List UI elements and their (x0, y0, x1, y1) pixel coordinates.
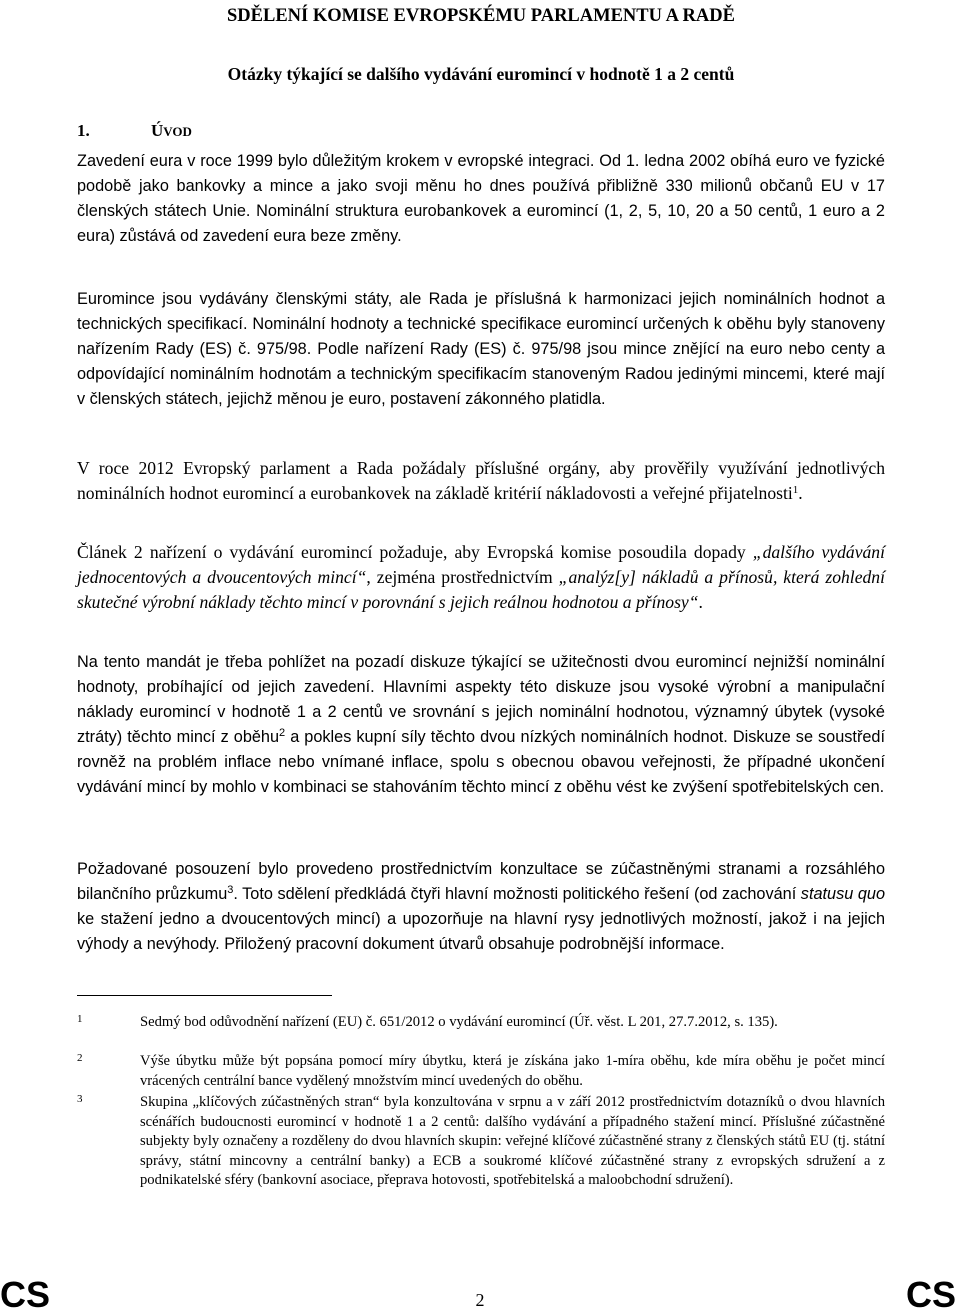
footnote-3 (77, 1093, 885, 1191)
footnote-number: 2 (77, 1052, 83, 1064)
page-number: 2 (475, 1290, 485, 1310)
paragraph-parliament-request: V roce 2012 Evropský parlament a Rada požádaly příslušné orgány, aby prověřily využívání jednotlivých nominálních hodnot euromincí a eurobankovek na základě kritérií nákladovosti a veřejné přijatelnosti$^1$. (77, 458, 885, 503)
paragraph-intro: Zavedení eura v roce 1999 bylo důležitým krokem v evropské integraci. Od 1. ledna 2002 obíhá euro ve fyzické podobě jako bankovky a mince a jako svoji měnu ho dnes používá přibližně 330 milionů občanů EU v 17 členských státech Unie. Nominální struktura eurobankovek a euromincí (1, 2, 5, 10, 20 a 50 centů, 1 euro a 2 eura) zůstává od zavedení eura beze změny. (77, 152, 885, 245)
section-number: 1. (77, 121, 90, 140)
footnote-ref-2[interactable]: 2 (279, 727, 286, 739)
document-subtitle: Otázky týkající se dalšího vydávání euromincí v hodnotě 1 a 2 centů (227, 64, 735, 84)
section-title: ÚVOD (151, 121, 192, 140)
status-quo-term: statusu quo (800, 885, 886, 903)
footnote-text: Výše úbytku může být popsána pomocí míry úbytku, která je získána jako 1-míra oběhu, kde míra oběhu je počet mincí vrácených centrální bance vydělený množstvím mincí uvedených do oběhu. (140, 1053, 885, 1089)
paragraph-assessment: Požadované posouzení bylo provedeno prostřednictvím konzultace se zúčastněnými stranami a rozsáhlého bilančního průzkumu$^3$. Toto sdělení předkládá čtyři hlavní možnosti politického řešení (od zachování statusu quo ke stažení jedno a dvoucentových mincí) a upozorňuje na hlavní rysy jednotlivých možností, jakož i na jejich výhody a nevýhody. Přiložený pracovní dokument útvarů obsahuje podrobnější informace. (77, 860, 886, 953)
footnote-number: 1 (77, 1013, 83, 1025)
language-code-left: CS (0, 1274, 51, 1315)
footnote-number: 3 (77, 1093, 83, 1105)
document-title: SDĚLENÍ KOMISE EVROPSKÉMU PARLAMENTU A RADĚ (227, 6, 735, 26)
footnote-ref-3[interactable]: 3 (227, 884, 234, 896)
paragraph-mandate: Na tento mandát je třeba pohlížet na pozadí diskuze týkající se užitečnosti dvou euromincí nejnižší nominální hodnoty, probíhající od jejich zavedení. Hlavními aspekty této diskuze jsou vysoké výrobní a manipulační náklady euromincí v hodnotě 1 a 2 centů ve srovnání s jejich nominální hodnotou, významný úbytek (vysoké ztráty) těchto mincí z oběhu$^2$ a pokles kupní síly těchto dvou nízkých nominálních hodnot. Diskuze se soustředí rovněž na problém inflace nebo vnímané inflace, spolu s obecnou obavou veřejnosti, že případné ukončení vydávání mincí by mohlo v kombinaci se stahováním těchto mincí z oběhu vést ke zvýšení spotřebitelských cen. (77, 653, 885, 796)
paragraph-article-2: Článek 2 nařízení o vydávání euromincí požaduje, aby Evropská komise posoudila dopady „dalšího vydávání jednocentových a dvoucentových mincí“, zejména prostřednictvím „analýz[y] nákladů a přínosů, která zohlední skutečné výrobní náklady těchto mincí v porovnání s jejich reálnou hodnotou a přínosy“. (77, 542, 885, 612)
footnote-1 (77, 1013, 885, 1033)
language-code-right: CS (905, 1274, 956, 1315)
footnote-separator (77, 995, 332, 996)
footnote-text: Sedmý bod odůvodnění nařízení (EU) č. 651/2012 o vydávání euromincí (Úř. věst. L 201, 27.7.2012, s. 135). (140, 1014, 778, 1030)
footnote-2 (77, 1052, 885, 1091)
footnote-ref-1[interactable]: 1 (792, 484, 799, 496)
quote-cost-benefit: „analýz[y] nákladů a přínosů, která zohlední skutečné výrobní náklady těchto mincí v porovnání s jejich reálnou hodnotou a přínosy“ (77, 567, 885, 612)
section-heading (77, 121, 192, 141)
footnote-text: Skupina „klíčových zúčastněných stran“ byla konzultována v srpnu a v září 2012 prostřednictvím dotazníků o dvou hlavních scénářích budoucnosti euromincí v hodnotě 1 a 2 centů: dalšího vydávání a případného stažení mincí. Příslušné zúčastněné subjekty byly označeny a rozděleny do dvou hlavních skupin: veřejné klíčové zúčastněné strany z členských států EU (tj. státní správy, státní mincovny a centrální banky) a ECB a soukromé klíčové zúčastněné strany z evropských sdružení a z podnikatelské sféry (bankovní asociace, přeprava hotovosti, spotřebitelská a maloobchodní sdružení). (140, 1094, 885, 1189)
quote-further-issuance: „dalšího vydávání jednocentových a dvoucentových mincí“ (77, 542, 885, 587)
paragraph-issuance: Euromince jsou vydávány členskými státy, ale Rada je příslušná k harmonizaci jejich nominálních hodnot a technických specifikací. Nominální hodnoty a technické specifikace euromincí určených k oběhu byly stanoveny nařízením Rady (ES) č. 975/98. Podle nařízení Rady (ES) č. 975/98 jsou mince znějící na euro nebo centy a odpovídající nominálním hodnotám a technickým specifikacím stanoveným Radou jedinými mincemi, které mají v členských státech, jejichž měnou je euro, postavení zákonného platidla. (77, 290, 885, 408)
